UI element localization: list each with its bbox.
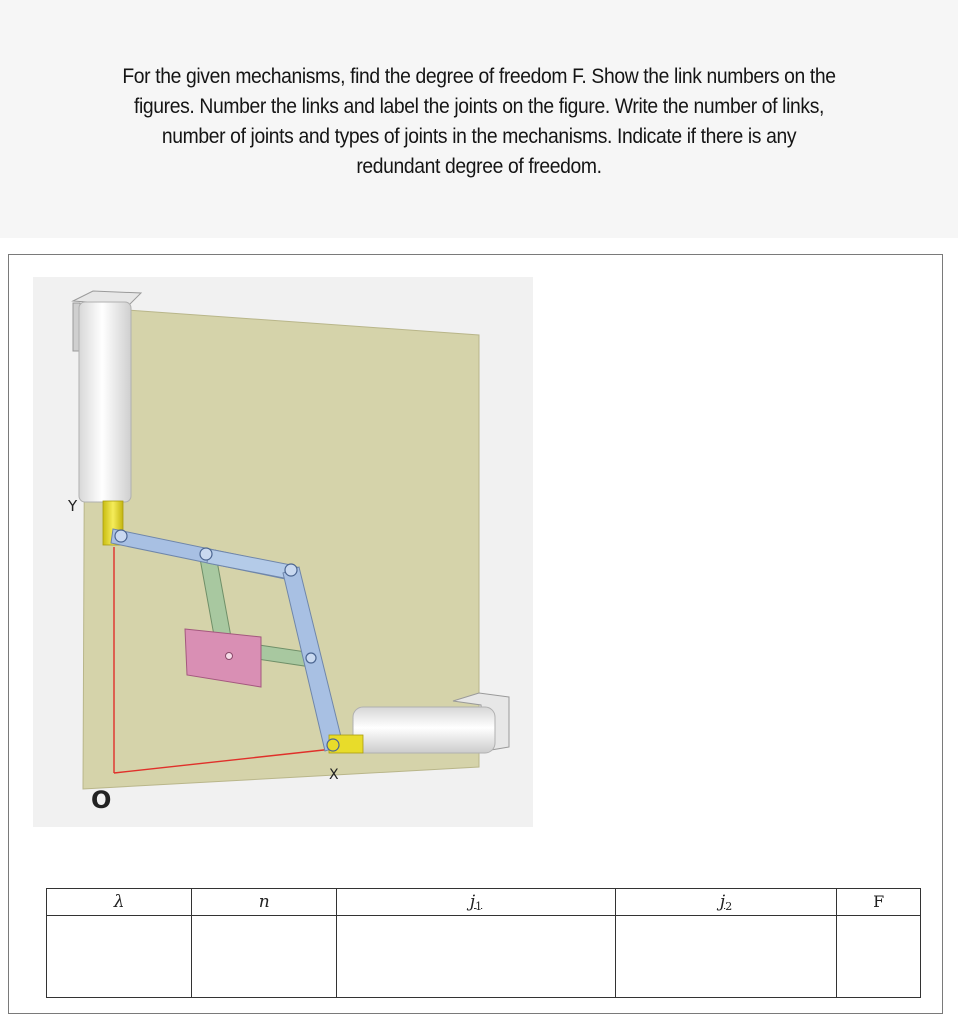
- revolute-joint: [327, 739, 339, 751]
- header-F: F: [837, 889, 921, 916]
- mechanism-figure: [33, 277, 533, 827]
- header-j2: $j_2$: [615, 889, 837, 916]
- table-header-row: [47, 889, 921, 916]
- answer-cell-F[interactable]: [837, 916, 921, 998]
- slider-pin-joint: [226, 653, 233, 660]
- axis-y-label: Y: [68, 497, 78, 515]
- header-j1: $j_1$: [337, 889, 615, 916]
- header-n: n: [192, 889, 337, 916]
- mechanism-drawing: [33, 277, 533, 827]
- question-header: [0, 0, 958, 238]
- table-row: [47, 916, 921, 998]
- question-line: figures. Number the links and label the joints on the figure. Write the number of links,: [133, 95, 824, 118]
- revolute-joint: [285, 564, 297, 576]
- question-text: [94, 62, 865, 182]
- question-line: number of joints and types of joints in the mechanisms. Indicate if there is any: [161, 125, 797, 148]
- question-line: For the given mechanisms, find the degree of freedom F. Show the link numbers on the: [122, 65, 836, 88]
- answer-cell-j1[interactable]: [337, 916, 615, 998]
- horizontal-cylinder: [353, 707, 495, 753]
- answer-cell-n[interactable]: [192, 916, 337, 998]
- vertical-cylinder: [79, 302, 131, 502]
- revolute-joint: [306, 653, 316, 663]
- origin-label: O: [91, 786, 112, 814]
- question-line: redundant degree of freedom.: [356, 155, 602, 178]
- revolute-joint: [115, 530, 127, 542]
- header-lambda: λ: [47, 889, 192, 916]
- answer-frame: [8, 254, 943, 1014]
- axis-x-label: X: [329, 767, 339, 783]
- answer-cell-j2[interactable]: [615, 916, 837, 998]
- answer-cell-lambda[interactable]: [47, 916, 192, 998]
- answer-table: [46, 888, 921, 998]
- revolute-joint: [200, 548, 212, 560]
